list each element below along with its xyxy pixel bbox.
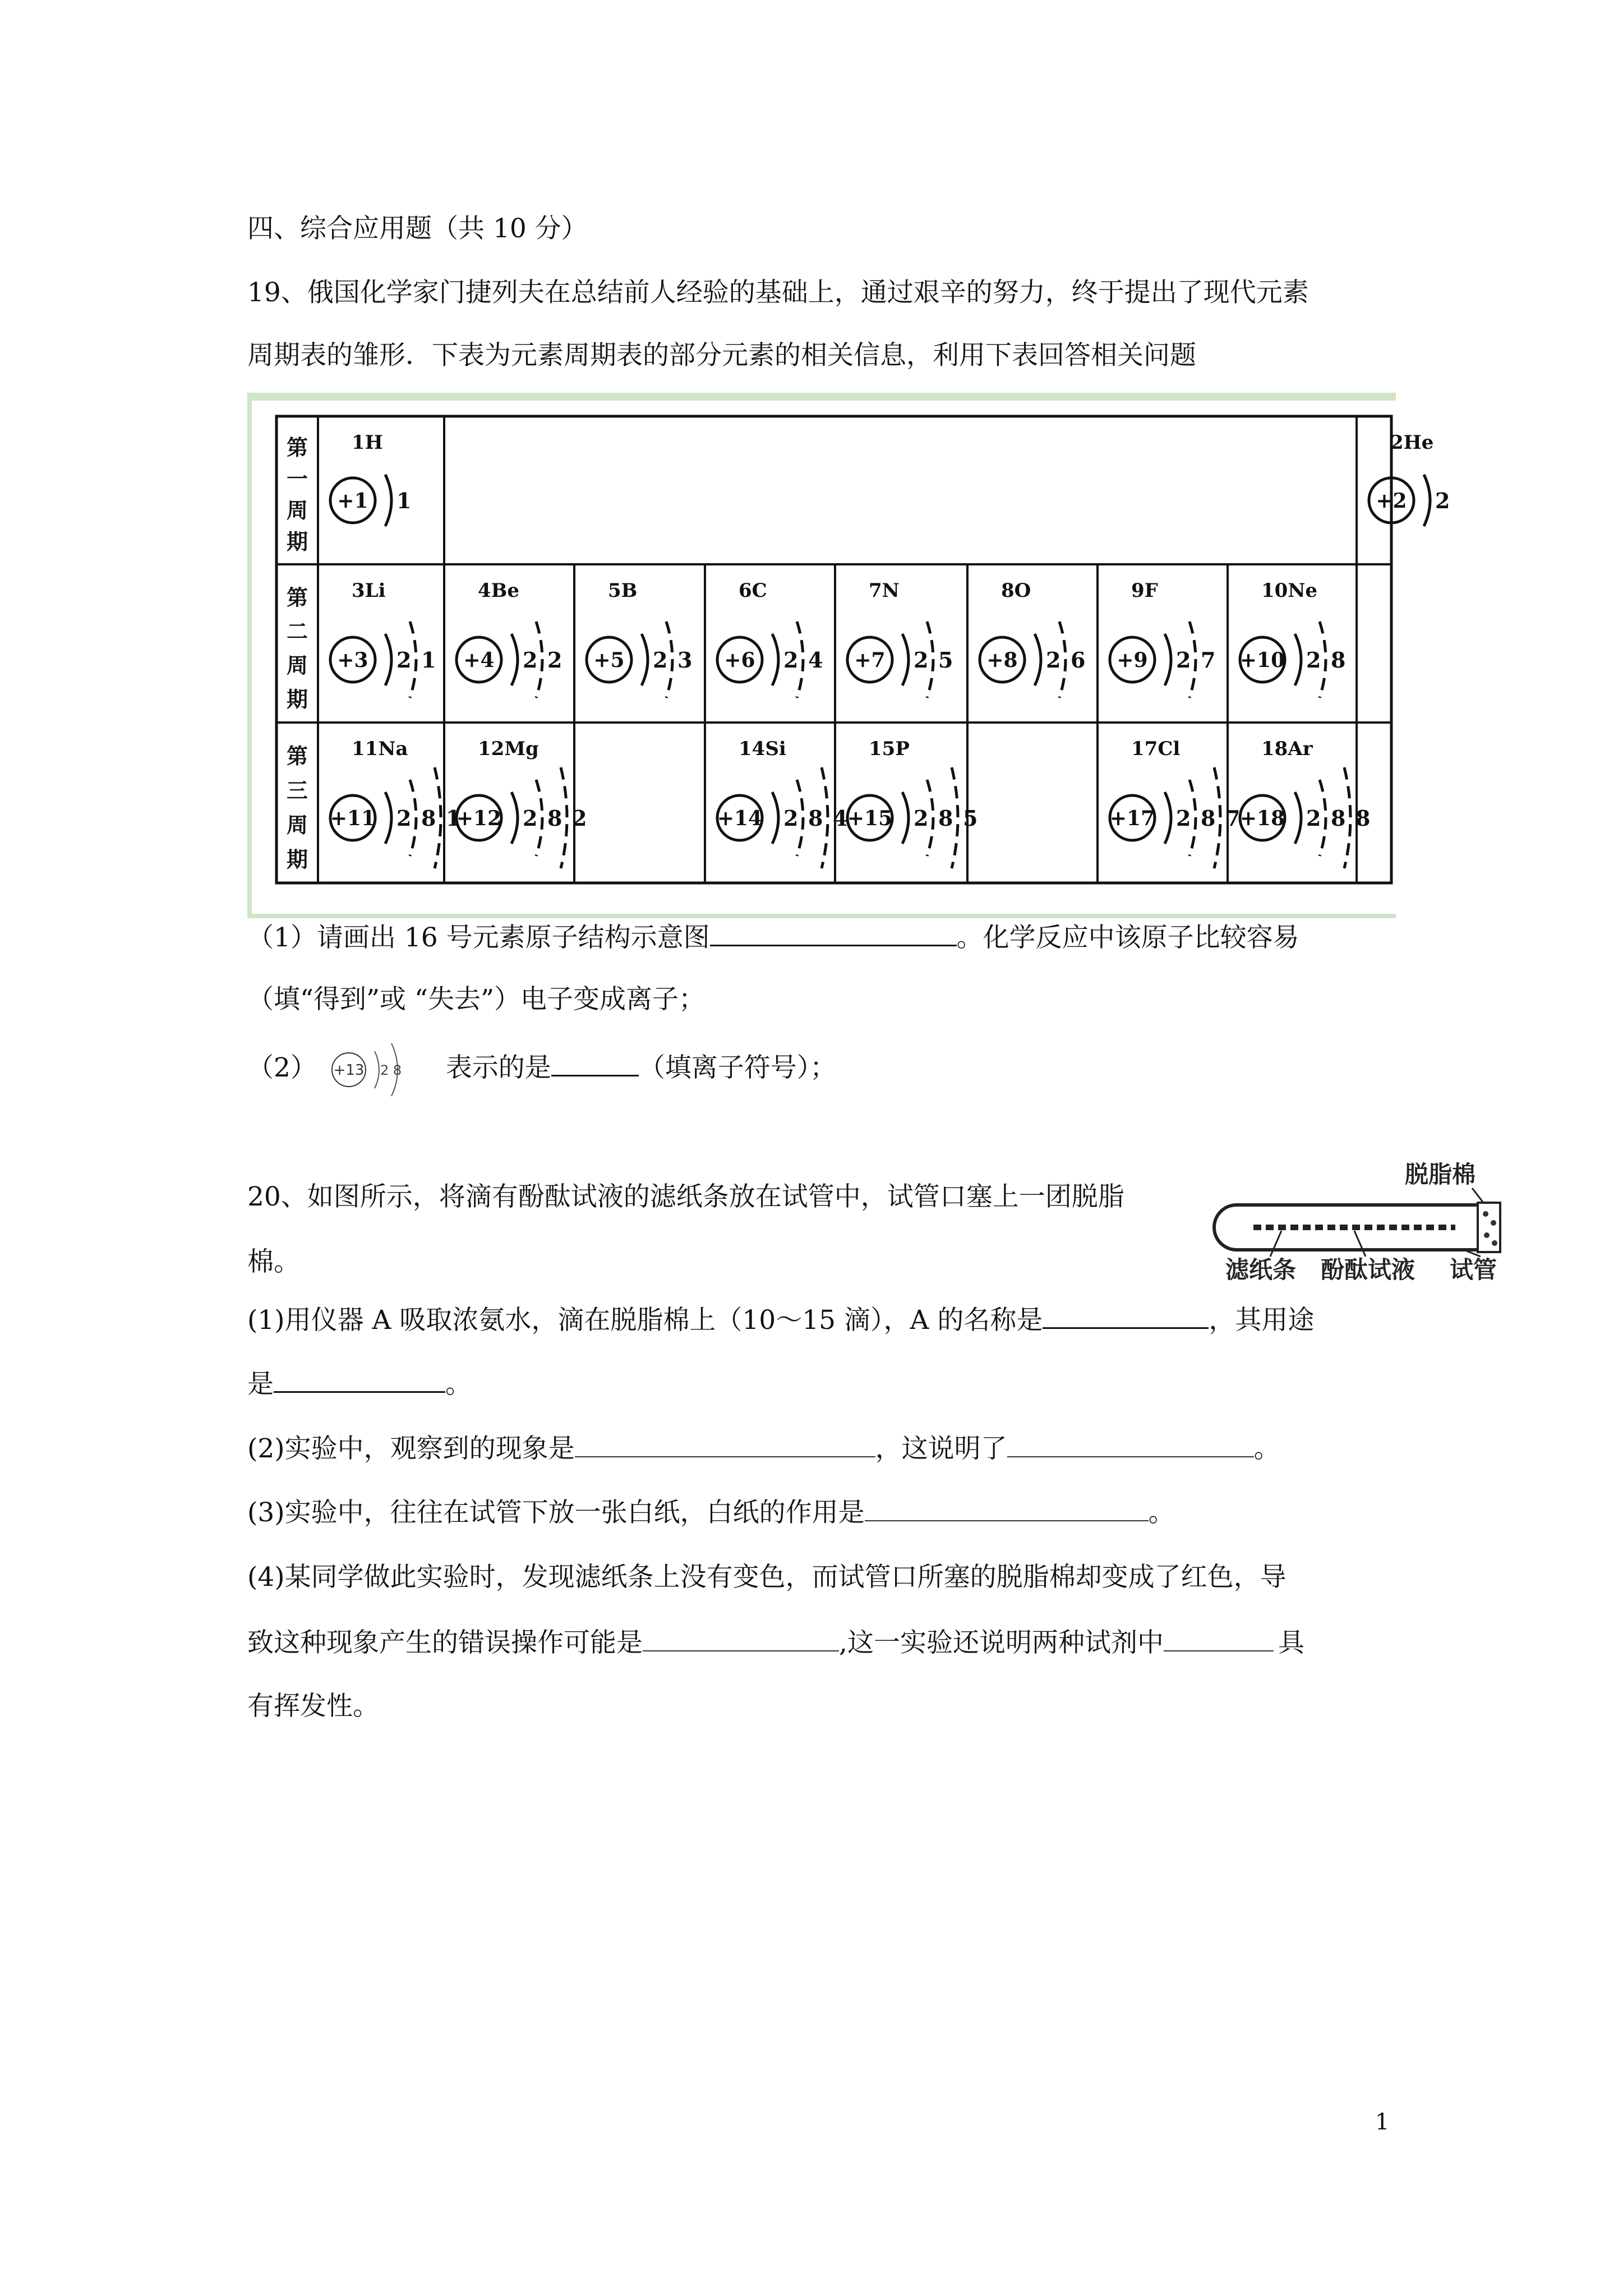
shell-electron-count: 1	[421, 647, 436, 673]
element-label: 11Na	[352, 738, 408, 760]
q20-part4-line-3: 有挥发性。	[247, 1691, 379, 1722]
shell-electron-count: 1	[396, 488, 412, 513]
element-cell-3li	[330, 579, 436, 698]
q20-part3-blank[interactable]	[865, 1496, 1149, 1521]
shell-electron-count: 8	[1201, 806, 1216, 831]
nucleus-charge: +14	[717, 807, 763, 830]
electron-shell-arc	[772, 792, 778, 844]
nucleus-charge: +5	[593, 648, 625, 672]
shell-electron-count: 3	[677, 647, 693, 673]
electron-shell-arc	[1035, 634, 1041, 685]
page-number: 1	[1375, 2109, 1390, 2135]
q20-part3-text-a: (3)实验中，往往在试管下放一张白纸，白纸的作用是	[247, 1497, 865, 1528]
q20-part2-blank-2[interactable]	[1007, 1432, 1254, 1457]
periodic-table-figure	[247, 393, 1450, 918]
q20-part4-line-2	[247, 1626, 1304, 1660]
shell-electron-count: 5	[938, 647, 953, 673]
element-cell-8o	[980, 579, 1085, 698]
q20-part4-line-1: (4)某同学做此实验时，发现滤纸条上没有变色，而试管口所塞的脱脂棉却变成了红色，导	[247, 1562, 1287, 1593]
ion-nucleus-label: +13	[333, 1062, 365, 1079]
element-cell-18ar	[1240, 738, 1371, 868]
shell-electron-count: 2	[523, 647, 538, 673]
period-label-char: 期	[286, 686, 308, 712]
q20-part1-line-2	[247, 1366, 472, 1401]
element-label: 12Mg	[478, 738, 539, 760]
q19-line-2: 周期表的雏形．下表为元素周期表的部分元素的相关信息，利用下表回答相关问题	[247, 340, 1196, 371]
q20-part2-text-b: ，这说明了	[875, 1433, 1007, 1464]
q20-part1-text-c: 是	[247, 1369, 274, 1400]
period-label-char: 周	[286, 812, 308, 838]
nucleus-charge: +18	[1239, 807, 1285, 830]
shell-electron-count: 2	[396, 647, 412, 673]
q20-line-1: 20、如图所示，将滴有酚酞试液的滤纸条放在试管中，试管口塞上一团脱脂	[247, 1181, 1124, 1212]
electron-shell-arc	[1295, 634, 1301, 685]
test-tube-figure	[1214, 1156, 1551, 1285]
shell-electron-count: 2	[547, 647, 562, 673]
shell-electron-count: 2	[1306, 647, 1321, 673]
shell-electron-count: 8	[938, 806, 953, 831]
electron-shell-arc	[511, 792, 518, 844]
q20-part1-text-b: ，其用途	[1209, 1305, 1315, 1336]
q19-part2-line	[247, 1050, 836, 1085]
shell-electron-count: 8	[1331, 806, 1346, 831]
q20-part4-text-b: 致这种现象产生的错误操作可能是	[247, 1627, 643, 1658]
nucleus-charge: +10	[1239, 648, 1285, 672]
q20-part3-line	[247, 1496, 1175, 1530]
q19-part2-text-a: （2）	[247, 1052, 317, 1083]
q19-part1-blank[interactable]	[710, 920, 957, 946]
element-label: 15P	[869, 738, 910, 760]
nucleus-charge: +12	[456, 807, 502, 830]
section-title: 四、综合应用题（共 10 分）	[247, 213, 588, 244]
nucleus-charge: +7	[854, 648, 886, 672]
nucleus-charge: +6	[724, 648, 755, 672]
q19-part1-text-b: 。化学反应中该原子比较容易	[956, 922, 1299, 953]
period-label-char: 周	[286, 498, 308, 523]
element-label: 3Li	[352, 579, 386, 602]
q19-part1-line	[247, 920, 1299, 955]
element-cell-2he	[1369, 431, 1450, 526]
nucleus-charge: +8	[986, 648, 1018, 672]
nucleus-charge: +1	[337, 489, 368, 513]
electron-shell-arc	[385, 792, 391, 844]
element-cell-17cl	[1110, 738, 1241, 868]
shell-electron-count: 2	[1046, 647, 1061, 673]
element-label: 14Si	[739, 738, 786, 760]
shell-electron-count: 4	[833, 806, 848, 831]
element-label: 8O	[1001, 579, 1031, 602]
element-cell-4be	[457, 579, 562, 698]
shell-electron-count: 5	[963, 806, 978, 831]
shell-electron-count: 2	[396, 806, 412, 831]
element-cell-1h	[330, 431, 411, 526]
electron-shell-arc	[385, 634, 391, 685]
electron-shell-arc	[1295, 792, 1301, 844]
cotton-label: 脱脂棉	[1405, 1161, 1476, 1188]
electron-shell-arc	[772, 634, 778, 685]
element-label: 18Ar	[1261, 738, 1313, 760]
shell-electron-count: 2	[783, 647, 799, 673]
shell-electron-count: 7	[1225, 806, 1241, 831]
q20-part2-text-a: (2)实验中，观察到的现象是	[247, 1433, 575, 1464]
shell-electron-count: 2	[1176, 647, 1191, 673]
electron-shell-arc	[1424, 475, 1430, 526]
q20-part2-text-c: 。	[1253, 1433, 1280, 1464]
shell-electron-count: 2	[653, 647, 668, 673]
element-label: 17Cl	[1131, 738, 1181, 760]
q20-part1-blank-1[interactable]	[1043, 1303, 1209, 1329]
element-label: 1H	[352, 431, 383, 454]
q19-part2-blank[interactable]	[551, 1050, 639, 1076]
shell-electron-count: 2	[523, 806, 538, 831]
shell-electron-count: 2	[572, 806, 587, 831]
shell-electron-count: 8	[1355, 806, 1371, 831]
element-label: 7N	[869, 579, 900, 602]
period-label-char: 第	[286, 585, 308, 610]
element-label: 2He	[1390, 431, 1434, 454]
nucleus-charge: +15	[847, 807, 893, 830]
element-cell-7n	[847, 579, 953, 698]
periodic-table-svg	[252, 401, 1450, 901]
period-label-char: 期	[286, 846, 308, 872]
q20-part4-blank-1[interactable]	[643, 1626, 839, 1651]
electron-shell-arc	[1165, 792, 1171, 844]
phenol-label: 酚酞试液	[1321, 1256, 1415, 1283]
q20-part1-blank-2[interactable]	[274, 1366, 445, 1393]
shell-electron-count: 2	[1435, 488, 1450, 513]
period-label-char: 三	[286, 777, 308, 803]
element-label: 6C	[739, 579, 767, 602]
q20-part3-text-b: 。	[1148, 1497, 1175, 1528]
nucleus-charge: +2	[1376, 489, 1407, 513]
ion-shell-label: 2 8	[380, 1062, 402, 1078]
q20-line-2: 棉。	[247, 1246, 300, 1277]
shell-electron-count: 4	[808, 647, 823, 673]
filter-label: 滤纸条	[1225, 1256, 1297, 1283]
tube-label: 试管	[1450, 1256, 1497, 1283]
shell-electron-count: 6	[1071, 647, 1086, 673]
q20-part2-line	[247, 1432, 1280, 1466]
element-cell-11na	[330, 738, 461, 868]
period-label-char: 一	[286, 466, 308, 492]
q20-part4-text-d: 具	[1278, 1627, 1304, 1658]
nucleus-charge: +9	[1117, 648, 1148, 672]
element-cell-12mg	[457, 738, 587, 868]
nucleus-charge: +11	[330, 807, 376, 830]
element-cell-6c	[717, 579, 823, 698]
electron-shell-arc	[902, 792, 909, 844]
shell-electron-count: 2	[1306, 806, 1321, 831]
shell-electron-count: 8	[1331, 647, 1346, 673]
shell-electron-count: 8	[547, 806, 562, 831]
electron-shell-arc	[642, 634, 648, 685]
shell-electron-count: 2	[914, 647, 929, 673]
q19-part2-text-c: （填离子符号）；	[638, 1052, 837, 1083]
electron-shell-arc	[385, 475, 391, 526]
period-label-char: 二	[286, 618, 308, 644]
element-cell-14si	[717, 738, 848, 868]
element-label: 4Be	[478, 579, 520, 602]
q19-line-1: 19、俄国化学家门捷列夫在总结前人经验的基础上，通过艰辛的努力，终于提出了现代元素	[247, 277, 1309, 308]
shell-electron-count: 1	[446, 806, 461, 831]
nucleus-charge: +17	[1109, 807, 1155, 830]
period-label-char: 第	[286, 743, 308, 769]
element-label: 10Ne	[1261, 579, 1318, 602]
q20-part4-text-c: ,这一实验还说明两种试剂中	[839, 1627, 1164, 1658]
element-cell-9f	[1110, 579, 1215, 698]
period-label-char: 期	[286, 529, 308, 555]
q19-part1-line-2: （填“得到”或 “失去”）电子变成离子；	[247, 984, 706, 1015]
electron-shell-arc	[1165, 634, 1171, 685]
q20-part1-text-a: (1)用仪器 A 吸取浓氨水，滴在脱脂棉上（10～15 滴），A 的名称是	[247, 1305, 1043, 1336]
q20-part1-line	[247, 1303, 1314, 1337]
q20-part1-text-d: 。	[445, 1369, 472, 1400]
electron-shell-arc	[902, 634, 909, 685]
period-label-char: 周	[286, 652, 308, 678]
q19-part2-text-b: 表示的是	[445, 1052, 551, 1083]
q19-part1-text-a: （1）请画出 16 号元素原子结构示意图	[247, 922, 710, 953]
period-label-char: 第	[286, 435, 308, 461]
q20-part4-blank-2[interactable]	[1164, 1626, 1274, 1651]
ion-structure-diagram	[325, 1039, 421, 1101]
element-label: 9F	[1131, 579, 1158, 602]
q20-part2-blank-1[interactable]	[575, 1432, 875, 1457]
nucleus-charge: +4	[463, 648, 495, 672]
element-label: 5B	[608, 579, 638, 602]
shell-electron-count: 7	[1201, 647, 1216, 673]
shell-electron-count: 8	[808, 806, 823, 831]
element-cell-10ne	[1240, 579, 1346, 698]
nucleus-charge: +3	[337, 648, 368, 672]
shell-electron-count: 8	[421, 806, 436, 831]
shell-electron-count: 2	[783, 806, 799, 831]
shell-electron-count: 2	[1176, 806, 1191, 831]
element-cell-5b	[587, 579, 692, 698]
shell-electron-count: 2	[914, 806, 929, 831]
element-cell-15p	[847, 738, 978, 868]
electron-shell-arc	[511, 634, 518, 685]
